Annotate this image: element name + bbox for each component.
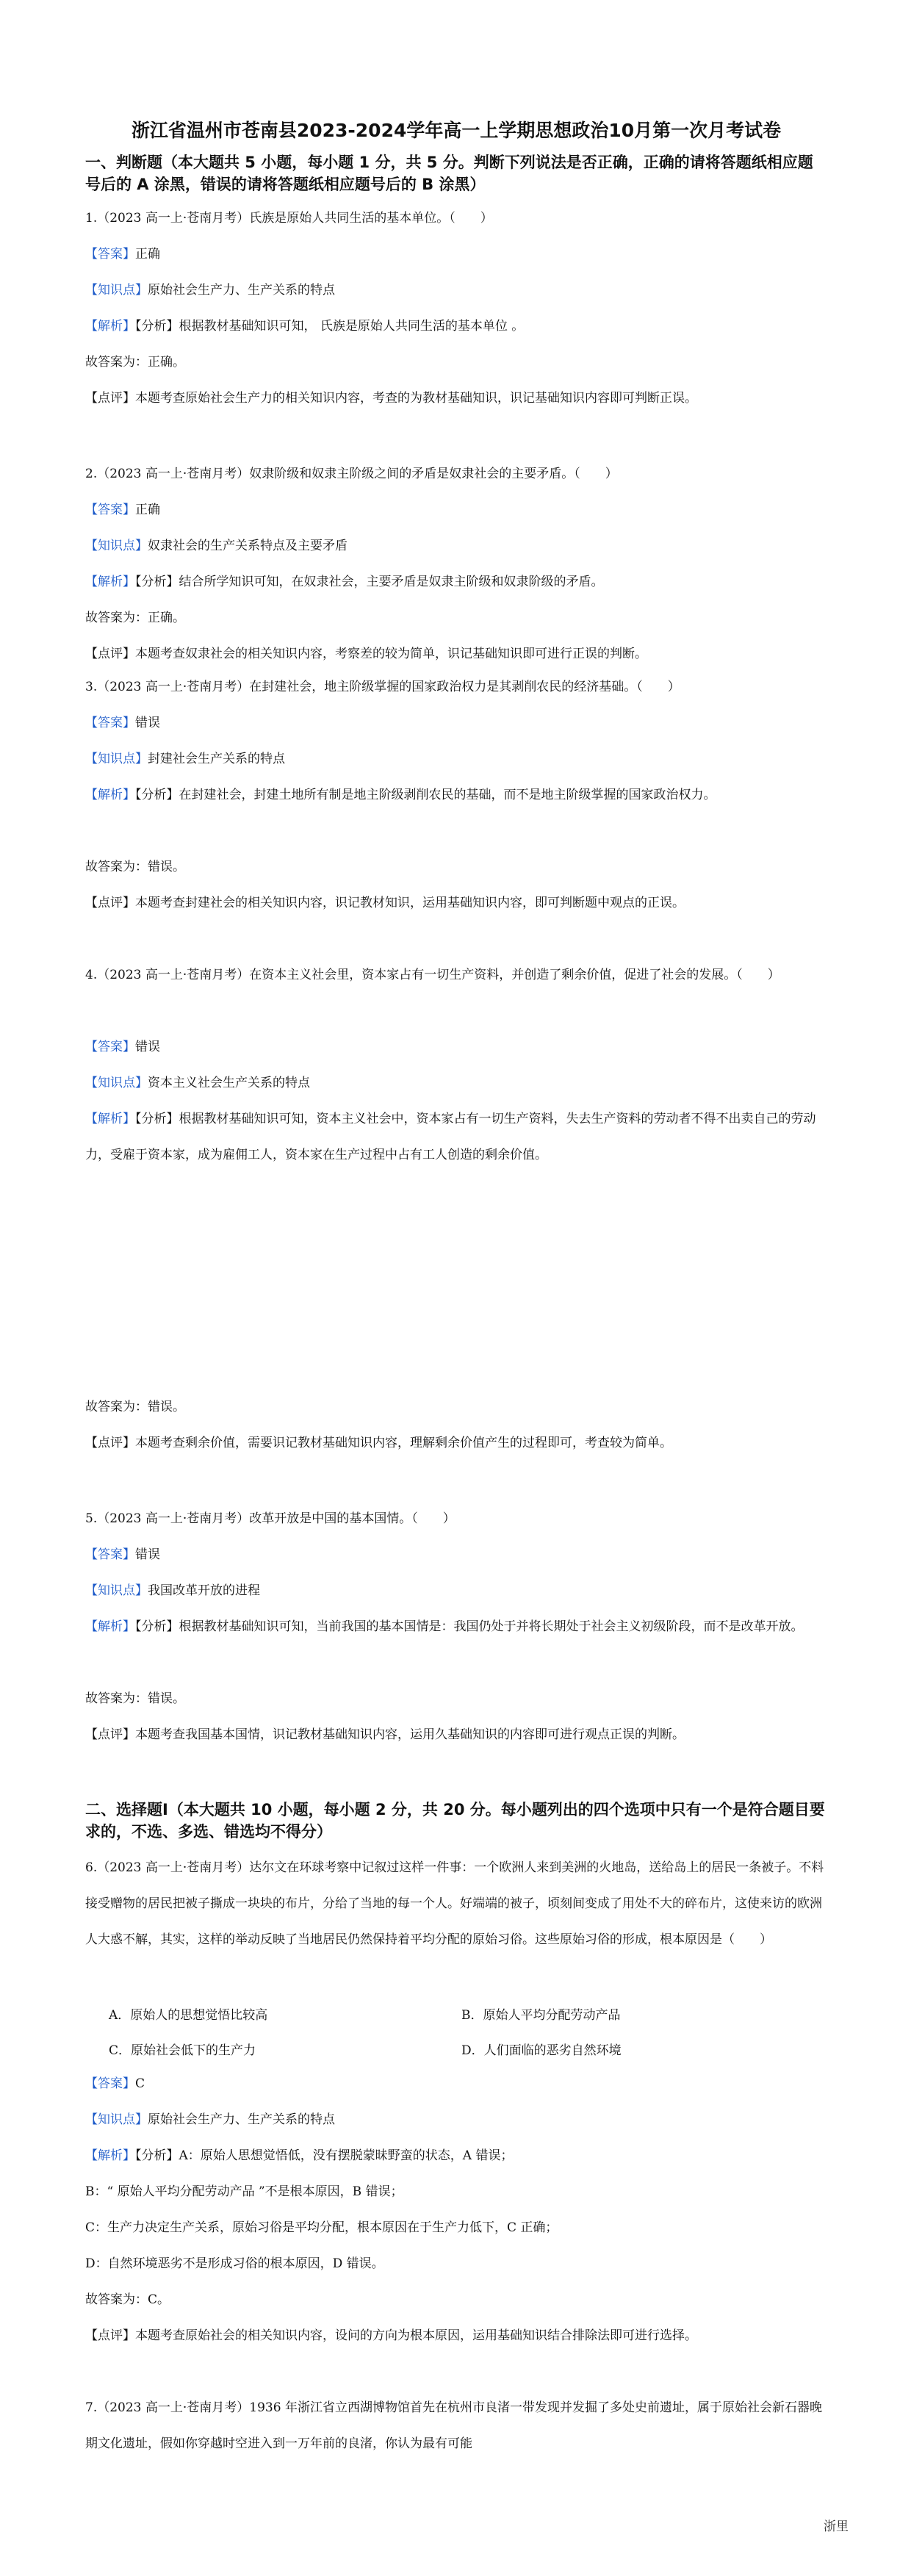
q3-knowledge: 【知识点】封建社会生产关系的特点 bbox=[85, 752, 285, 766]
q4-conclusion: 故答案为：错误。 bbox=[85, 1400, 185, 1414]
q4-comment: 【点评】本题考查剩余价值，需要识记教材基础知识内容，理解剩余价值产生的过程即可，考查较为简单。 bbox=[85, 1436, 672, 1450]
q3-comment: 【点评】本题考查封建社会的相关知识内容，识记教材知识，运用基础知识内容，即可判断题中观点的正误。 bbox=[85, 896, 685, 910]
question-5-stem: 5.（2023 高一上·苍南月考）改革开放是中国的基本国情。（ ） bbox=[85, 1511, 455, 1526]
q2-answer: 【答案】正确 bbox=[85, 503, 160, 517]
q6-conclusion: 故答案为：C。 bbox=[85, 2292, 170, 2307]
q2-conclusion: 故答案为：正确。 bbox=[85, 611, 185, 625]
q1-answer: 【答案】正确 bbox=[85, 247, 160, 262]
q2-knowledge: 【知识点】奴隶社会的生产关系特点及主要矛盾 bbox=[85, 539, 348, 553]
q3-answer: 【答案】错误 bbox=[85, 716, 160, 730]
section-1-heading: 一、判断题（本大题共 5 小题，每小题 1 分，共 5 分。判断下列说法是否正确，正确的请将答题纸相应题号后的 A 涂黑，错误的请将答题纸相应题号后的 B 涂黑） bbox=[85, 154, 813, 193]
q5-knowledge: 【知识点】我国改革开放的进程 bbox=[85, 1583, 260, 1598]
q1-analysis: 【解析】【分析】根据教材基础知识可知， 氏族是原始人共同生活的基本单位 。 bbox=[85, 319, 525, 334]
q6-analysis-a: 【解析】【分析】A：原始人思想觉悟低，没有摆脱蒙昧野蛮的状态，A 错误； bbox=[85, 2148, 514, 2163]
question-4-stem: 4.（2023 高一上·苍南月考）在资本主义社会里，资本家占有一切生产资料，并创造了剩余价值，促进了社会的发展。（ ） bbox=[85, 968, 780, 982]
q6-analysis-d: D：自然环境恶劣不是形成习俗的根本原因，D 错误。 bbox=[85, 2256, 384, 2271]
q1-conclusion: 故答案为：正确。 bbox=[85, 355, 185, 370]
q6-analysis-b: B：“ 原始人平均分配劳动产品 ”不是根本原因，B 错误； bbox=[85, 2184, 403, 2199]
q6-option-c: C．原始社会低下的生产力 bbox=[109, 2043, 256, 2058]
q1-comment: 【点评】本题考查原始社会生产力的相关知识内容，考查的为教材基础知识，识记基础知识内容即可判断正误。 bbox=[85, 391, 697, 406]
question-1-stem: 1.（2023 高一上·苍南月考）氏族是原始人共同生活的基本单位。（ ） bbox=[85, 211, 493, 226]
question-3-stem: 3.（2023 高一上·苍南月考）在封建社会，地主阶级掌握的国家政治权力是其剥削农民的经济基础。（ ） bbox=[85, 680, 680, 694]
q2-analysis: 【解析】【分析】结合所学知识可知，在奴隶社会，主要矛盾是奴隶主阶级和奴隶阶级的矛盾。 bbox=[85, 575, 604, 589]
q4-knowledge: 【知识点】资本主义社会生产关系的特点 bbox=[85, 1076, 310, 1090]
page-title: 浙江省温州市苍南县2023-2024学年高一上学期思想政治10月第一次月考试卷 bbox=[131, 120, 782, 141]
q6-option-a: A．原始人的思想觉悟比较高 bbox=[109, 2008, 268, 2023]
q4-analysis: 【解析】【分析】根据教材基础知识可知，资本主义社会中，资本家占有一切生产资料，失去生产资料的劳动者不得不出卖自己的劳动力，受雇于资本家，成为雇佣工人，资本家在生产过程中占有工人创造的剩余价值。 bbox=[85, 1112, 816, 1162]
q3-analysis: 【解析】【分析】在封建社会，封建土地所有制是地主阶级剥削农民的基础，而不是地主阶级掌握的国家政治权力。 bbox=[85, 788, 716, 802]
q5-answer: 【答案】错误 bbox=[85, 1547, 160, 1562]
q6-knowledge: 【知识点】原始社会生产力、生产关系的特点 bbox=[85, 2112, 335, 2127]
question-7-stem: 7.（2023 高一上·苍南月考）1936 年浙江省立西湖博物馆首先在杭州市良渚一带发现并发掘了多处史前遗址，属于原始社会新石器晚期文化遗址，假如你穿越时空进入到一万年前的良渚，你认为最有可能 bbox=[85, 2400, 822, 2451]
page-footer: 浙里 bbox=[824, 2519, 849, 2534]
q6-comment: 【点评】本题考查原始社会的相关知识内容，设问的方向为根本原因，运用基础知识结合排除法即可进行选择。 bbox=[85, 2328, 697, 2343]
q2-comment: 【点评】本题考查奴隶社会的相关知识内容，考察差的较为简单，识记基础知识即可进行正误的判断。 bbox=[85, 647, 647, 661]
q5-comment: 【点评】本题考查我国基本国情，识记教材基础知识内容，运用久基础知识的内容即可进行观点正误的判断。 bbox=[85, 1727, 685, 1742]
q6-analysis-c: C：生产力决定生产关系，原始习俗是平均分配，根本原因在于生产力低下，C 正确； bbox=[85, 2220, 558, 2235]
q3-conclusion: 故答案为：错误。 bbox=[85, 860, 185, 874]
q4-answer: 【答案】错误 bbox=[85, 1040, 160, 1054]
q1-knowledge: 【知识点】原始社会生产力、生产关系的特点 bbox=[85, 283, 335, 298]
question-6-stem: 6.（2023 高一上·苍南月考）达尔文在环球考察中记叙过这样一件事：一个欧洲人来到美洲的火地岛，送给岛上的居民一条被子。不料接受赠物的居民把被子撕成一块块的布片，分给了当地的每一个人。好端端的被子，顷刻间变成了用处不大的碎布片，这使来访的欧洲人大惑不解，其实，这样的举动反映了当地居民仍然保持着平均分配的原始习俗。这些原始习俗的形成，根本原因是（ ） bbox=[85, 1860, 824, 1947]
q5-conclusion: 故答案为：错误。 bbox=[85, 1691, 185, 1706]
q6-option-d: D．人们面临的恶劣自然环境 bbox=[461, 2043, 622, 2058]
q5-analysis: 【解析】【分析】根据教材基础知识可知，当前我国的基本国情是：我国仍处于并将长期处于社会主义初级阶段，而不是改革开放。 bbox=[85, 1619, 804, 1634]
section-2-heading: 二、选择题Ⅰ（本大题共 10 小题，每小题 2 分，共 20 分。每小题列出的四个选项中只有一个是符合题目要求的，不选、多选、错选均不得分） bbox=[85, 1801, 825, 1841]
q6-answer: 【答案】C bbox=[85, 2076, 145, 2091]
question-2-stem: 2.（2023 高一上·苍南月考）奴隶阶级和奴隶主阶级之间的矛盾是奴隶社会的主要矛盾。（ ） bbox=[85, 467, 618, 481]
q6-option-b: B．原始人平均分配劳动产品 bbox=[461, 2008, 621, 2023]
